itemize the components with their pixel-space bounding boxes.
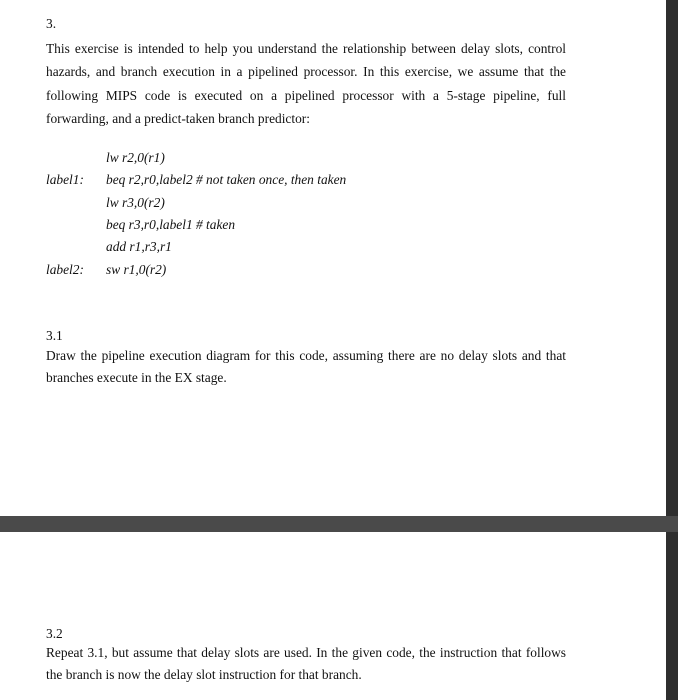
code-label: label2: xyxy=(46,262,84,277)
section-number: 3. xyxy=(46,16,57,31)
code-line: sw r1,0(r2) xyxy=(106,262,167,277)
subsection-number: 3.2 xyxy=(46,626,63,641)
code-label: label1: xyxy=(46,172,84,187)
page-edge-divider xyxy=(666,0,678,700)
section-intro: This exercise is intended to help you understand the relationship between delay slots, control hazards, and branch execution in a pipelined processor. In this exercise, we assume that the following MIPS code is executed on a pipelined processor with a 5-stage pipeline, full forwarding, and a predict-taken branch predictor: xyxy=(46,41,566,127)
code-line: beq r3,r0,label1 # taken xyxy=(106,217,236,232)
document-page-2 xyxy=(0,532,666,700)
subsection-number: 3.1 xyxy=(46,328,63,343)
code-line: lw r2,0(r1) xyxy=(106,150,165,165)
code-line: beq r2,r0,label2 # not taken once, then taken xyxy=(106,172,347,187)
page-break-band xyxy=(0,516,678,532)
subsection-text: Repeat 3.1, but assume that delay slots are used. In the given code, the instruction that follows the branch is now the delay slot instruction for that branch. xyxy=(46,645,566,682)
subsection-text: Draw the pipeline execution diagram for this code, assuming there are no delay slots and that branches execute in the EX stage. xyxy=(46,348,566,385)
code-line: add r1,r3,r1 xyxy=(106,239,172,254)
code-line: lw r3,0(r2) xyxy=(106,195,165,210)
